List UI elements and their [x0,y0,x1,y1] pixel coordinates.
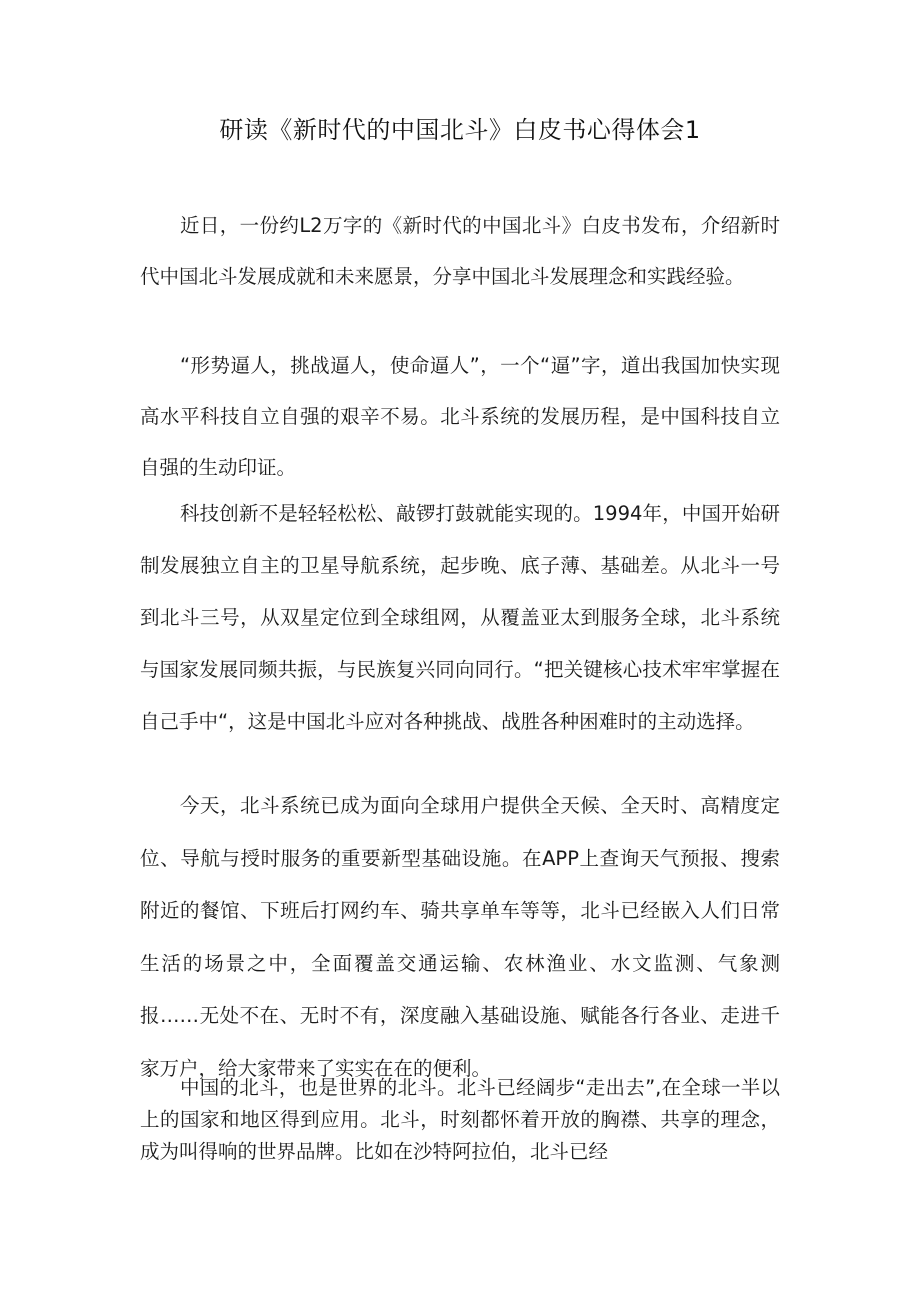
document-title: 研读《新时代的中国北斗》白皮书心得体会1 [219,116,701,144]
paragraph-2: “形势逼人，挑战逼人，使命逼人”，一个“逼”字，道出我国加快实现高水平科技自立自强的艰辛不易。北斗系统的发展历程，是中国科技自立自强的生动印证。 [140,354,780,479]
paragraph-5: 中国的北斗，也是世界的北斗。北斗已经阔步“走出去”,在全球一半以上的国家和地区得到应用。北斗，时刻都怀着开放的胸襟、共享的理念，成为叫得响的世界品牌。比如在沙特阿拉伯，北斗已经 [140,1076,780,1163]
paragraph-1: 近日，一份约L2万字的《新时代的中国北斗》白皮书发布，介绍新时代中国北斗发展成就和未来愿景，分享中国北斗发展理念和实践经验。 [140,214,780,288]
paragraph-3: 科技创新不是轻轻松松、敲锣打鼓就能实现的。1994年，中国开始研制发展独立自主的卫星导航系统，起步晚、底子薄、基础差。从北斗一号到北斗三号，从双星定位到全球组网，从覆盖亚太到服务全球，北斗系统与国家发展同频共振，与民族复兴同向同行。“把关键核心技术牢牢掌握在自己手中“，这是中国北斗应对各种挑战、战胜各种困难时的主动选择。 [140,502,780,733]
paragraph-4: 今天，北斗系统已成为面向全球用户提供全天候、全天时、高精度定位、导航与授时服务的重要新型基础设施。在APP上查询天气预报、搜索附近的餐馆、下班后打网约车、骑共享单车等等，北斗已经嵌入人们日常生活的场景之中，全面覆盖交通运输、农林渔业、水文监测、气象测报……无处不在、无时不有，深度融入基础设施、赋能各行各业、走进千家万户，给大家带来了实实在在的便利。 [140,794,780,1080]
